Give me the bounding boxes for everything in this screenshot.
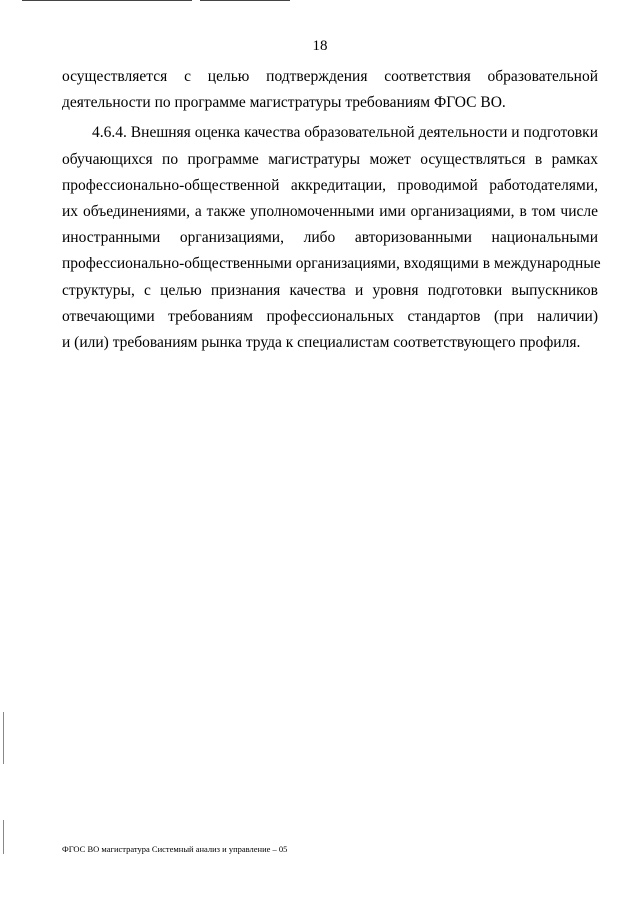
scan-margin-mark — [3, 712, 4, 764]
text-line: деятельности по программе магистратуры требованиям ФГОС ВО. — [62, 94, 506, 112]
page-number: 18 — [312, 38, 328, 54]
text-line: и (или) требованиям рынка труда к специалистам соответствующего профиля. — [62, 334, 581, 352]
document-footer: ФГОС ВО магистратура Системный анализ и управление – 05 — [62, 844, 288, 854]
paragraph-continuation — [62, 64, 598, 116]
text-line: иностранными организациями, либо авторизованными национальными — [62, 229, 598, 247]
text-line: структуры, с целью признания качества и уровня подготовки выпускников — [62, 281, 598, 299]
text-line: профессионально-общественными организациями, входящими в международные — [62, 255, 601, 273]
scan-edge-line — [22, 0, 192, 1]
text-line: 4.6.4. Внешняя оценка качества образовательной деятельности и подготовки — [92, 124, 598, 142]
document-body — [62, 64, 601, 356]
scan-edge-line — [200, 0, 290, 1]
scan-margin-mark — [3, 820, 4, 854]
text-line: отвечающими требованиям профессиональных стандартов (при наличии) — [62, 307, 598, 325]
text-line: обучающихся по программе магистратуры может осуществляться в рамках — [62, 150, 598, 168]
paragraph-4-6-4 — [62, 120, 601, 356]
text-line: их объединениями, а также уполномоченными ими организациями, в том числе — [62, 203, 598, 221]
text-line: профессионально-общественной аккредитации, проводимой работодателями, — [62, 176, 598, 194]
text-line: осуществляется с целью подтверждения соответствия образовательной — [62, 68, 598, 85]
